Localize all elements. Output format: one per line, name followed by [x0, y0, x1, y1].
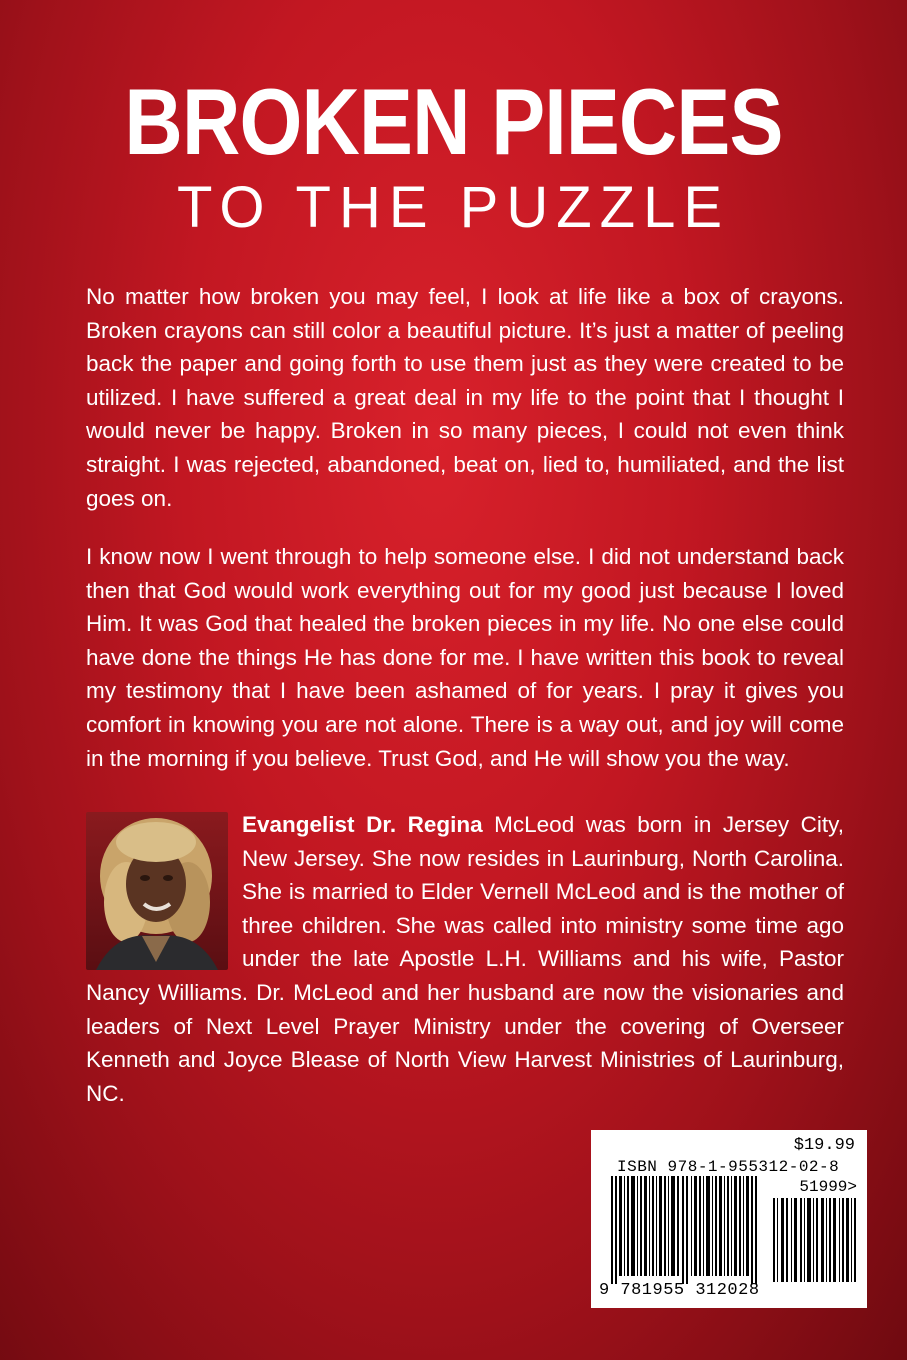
- isbn-digits: 9 781955 312028: [599, 1281, 760, 1300]
- blurb-paragraph-2: I know now I went through to help someone else. I did not understand back then that God would work everything out for my good just because I loved Him. It was God that healed the broken pieces in my life. No one else could have done the things He has done for me. I have written this book to reveal my testimony that I have been ashamed of for years. I pray it gives you comfort in knowing you are not alone. There is a way out, and joy will come in the morning if you believe. Trust God, and He will show you the way.: [86, 544, 844, 771]
- author-photo: [86, 812, 228, 970]
- isbn-label: ISBN 978-1-955312-02-8: [617, 1158, 840, 1176]
- author-bio-text: McLeod was born in Jersey City, New Jersey. She now resides in Laurinburg, North Carolina. She is married to Elder Vernell McLeod and is the mother of three children. She was called into ministry some time ago under the late Apostle L.H. Williams and his wife, Pastor Nancy Williams. Dr. McLeod and her husband are now the visionaries and leaders of Next Level Prayer Ministry under the covering of Overseer Kenneth and Joyce Blease of North View Harvest Ministries of Laurinburg, NC.: [86, 812, 845, 1106]
- title-main: BROKEN PIECES: [124, 69, 783, 174]
- author-bio: [86, 808, 844, 1110]
- title-subtitle: TO THE PUZZLE: [176, 175, 731, 240]
- price-code: 51999>: [799, 1178, 857, 1196]
- author-name: Evangelist Dr. Regina: [242, 812, 483, 837]
- price-barcode: [773, 1198, 859, 1282]
- price-label: $19.99: [793, 1136, 855, 1155]
- author-portrait-image: [86, 812, 228, 970]
- isbn-barcode: [611, 1176, 761, 1284]
- barcode-box: [591, 1130, 867, 1308]
- blurb-paragraph-1: No matter how broken you may feel, I look at life like a box of crayons. Broken crayons can still color a beautiful picture. It’s just a matter of peeling back the paper and going forth to use them just as they were created to be utilized. I have suffered a great deal in my life to the point that I thought I would never be happy. Broken in so many pieces, I could not even think straight. I was rejected, abandoned, beat on, lied to, humiliated, and the list goes on.: [86, 284, 844, 511]
